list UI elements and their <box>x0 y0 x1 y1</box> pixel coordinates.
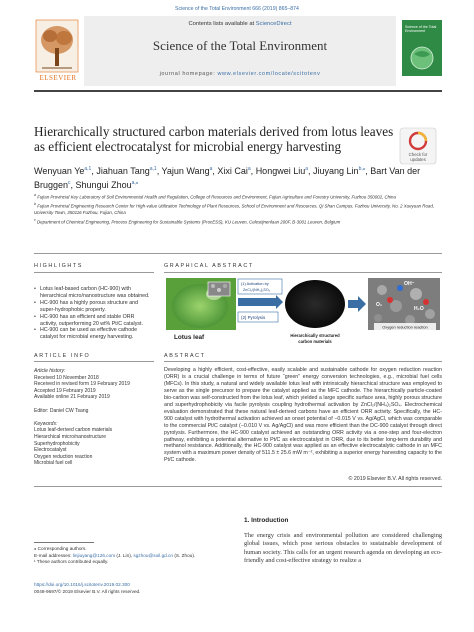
author-separator: , <box>250 166 256 176</box>
arrow-icon <box>238 295 283 309</box>
graphical-abstract-label: GRAPHICAL ABSTRACT <box>164 263 254 269</box>
badge-line2: updates <box>410 157 426 162</box>
author-affiliation-mark[interactable]: a,1 <box>149 166 157 172</box>
author-separator: , <box>308 166 314 176</box>
author-separator: , <box>212 166 218 176</box>
author-name[interactable]: Bart Van der Bruggen <box>34 166 421 190</box>
journal-title: Science of the Total Environment <box>152 38 328 53</box>
check-for-updates-badge[interactable] <box>398 126 438 166</box>
water-label: H₂O <box>414 306 424 312</box>
highlights-rule <box>34 272 154 273</box>
highlights-list <box>34 286 152 341</box>
history-item: Accepted 19 February 2019 <box>34 387 96 394</box>
history-list <box>34 375 156 401</box>
author-list <box>34 163 434 191</box>
email-prefix: E-mail addresses: <box>34 552 73 558</box>
affiliation-item <box>34 192 442 201</box>
keywords-list <box>34 427 156 467</box>
article-info-label: ARTICLE INFO <box>34 353 91 359</box>
highlights-label: HIGHLIGHTS <box>34 263 83 269</box>
author-name[interactable]: Jiuyang Lin <box>313 166 359 176</box>
footnotes <box>34 546 234 566</box>
author-affiliation-mark[interactable]: a,⁎ <box>131 180 139 186</box>
journal-cover-image <box>402 20 442 76</box>
journal-homepage <box>84 71 396 77</box>
highlight-item: • Lotus leaf-based carbon (HC-900) with hierarchical micro/nanostructure was obtained. <box>34 286 152 300</box>
keyword-item[interactable]: Hierarchical micro/nanostructure <box>34 433 106 440</box>
lotus-leaf-label: Lotus leaf <box>174 334 205 341</box>
graphical-abstract-rule <box>164 272 442 273</box>
article-title: Hierarchically structured carbon materials derived from lotus leaves as efficient electrocatalyst for microbial energy harvesting <box>34 124 394 154</box>
contents-prefix: Contents lists available at <box>188 21 256 27</box>
author-name[interactable]: Xixi Cai <box>217 166 248 176</box>
keyword-item[interactable]: Oxygen reduction reaction <box>34 453 93 460</box>
introduction-heading: 1. Introduction <box>244 517 289 524</box>
affiliation-mark: b <box>34 202 36 207</box>
homepage-link[interactable]: www.elsevier.com/locate/scitotenv <box>217 71 321 77</box>
author-separator: , <box>156 166 162 176</box>
affiliation-mark: c <box>34 217 36 222</box>
journal-reference[interactable]: Science of the Total Environment 666 (2019) 865–874 <box>175 6 299 12</box>
carbon-label-line1: Hierarchically structured <box>290 333 340 338</box>
publisher-name: ELSEVIER <box>39 74 77 82</box>
author-name[interactable]: Shungui Zhou <box>75 180 132 190</box>
keyword-item[interactable]: Lotus leaf-derived carbon materials <box>34 427 113 434</box>
author-affiliation-mark[interactable]: a <box>305 166 308 172</box>
author-name[interactable]: Jiahuan Tang <box>96 166 150 176</box>
doi-link[interactable]: https://doi.org/10.1016/j.scitotenv.2019.02.300 <box>34 582 130 587</box>
contents-line <box>84 21 396 27</box>
pyrolysis-step-label: (2) Pyrolysis <box>241 315 266 320</box>
orr-label: Oxygen reduction reaction <box>382 324 428 330</box>
activation-agent-label: ZnCl₂/(NH₄)₂SO₄ <box>243 288 271 292</box>
badge-line1: Check for <box>408 152 428 157</box>
highlight-item: • HC-900 can be used as effective cathode catalyst for microbial energy harvesting. <box>34 327 152 341</box>
hydroxide-label: OH⁻ <box>404 281 415 287</box>
editor-line: Editor: Daniel CW Tsang <box>34 407 89 414</box>
history-item: Available online 21 February 2019 <box>34 394 110 401</box>
email-link-zhou[interactable]: sgzhou@soil.gd.cn <box>133 552 174 558</box>
affiliation-text: Fujian Provincial Key Laboratory of Soil Environmental Health and Regulation, College of Resources and Environment, Fujian Agriculture and Forestry University, Fuzhou 350002, China <box>37 194 396 200</box>
email-name-zhou: (S. Zhou). <box>173 552 196 558</box>
affiliation-mark: a <box>34 193 36 197</box>
history-title: Article history: <box>34 368 66 374</box>
highlight-item: • HC-900 has a highly porous structure and super-hydrophobic property. <box>34 300 152 314</box>
author-affiliation-mark[interactable]: c <box>68 180 71 186</box>
author-name[interactable]: Hongwei Liu <box>255 166 306 176</box>
keyword-item[interactable]: Electrocatalyst <box>34 447 67 454</box>
history-item: Received 10 November 2018 <box>34 374 99 381</box>
abstract-copyright: © 2019 Elsevier B.V. All rights reserved. <box>348 476 442 482</box>
cover-title: Science of the Total Environment <box>405 25 437 34</box>
affiliation-text: Department of Chemical Engineering, Process Engineering for Sustainable Systems (ProcESS), KU Leuven, Celestijnenlaan 200F, B-3001 Leuven, Belgium <box>36 219 341 225</box>
email-name-lin: (J. Lin), <box>115 552 134 558</box>
history-item: Received in revised form 19 February 2019 <box>34 381 130 388</box>
check-for-updates-icon <box>398 126 438 166</box>
author-separator: , <box>91 166 97 176</box>
abstract-rule <box>164 361 442 362</box>
affiliation-text: Fujian Provincial Engineering Research Center for High-value Utilization Technology of Plant Resources, School of Environment and Resources, Qi Shan Campus, Fuzhou University, No. 2 Xueyuan Road, University Town, 350116 Fuzhou, Fujian, China <box>34 203 435 216</box>
oxygen-label: O₂ <box>376 302 383 308</box>
keyword-item[interactable]: Superhydrophobicity <box>34 440 80 447</box>
activation-step-label: (1) Activation by <box>241 281 269 286</box>
author-name[interactable]: Yajun Wang <box>161 166 210 176</box>
article-info <box>34 368 156 467</box>
body-rule <box>34 486 442 487</box>
author-separator: , <box>70 180 76 190</box>
corresponding-authors-note: ⁎ Corresponding authors. <box>34 546 87 551</box>
issn-line: 0048-9697/© 2019 Elsevier B.V. All rights reserved. <box>34 588 141 594</box>
author-affiliation-mark[interactable]: b,⁎ <box>358 166 366 172</box>
article-info-rule <box>34 361 154 362</box>
homepage-prefix: journal homepage: <box>159 71 218 77</box>
abstract-text: Developing a highly efficient, cost-effective, easily scalable and sustainable cathode for oxygen reduction reaction (ORR) is a crucial challenge in terms of future “green” energy conversion technologies, e.g., microbial fuel cells (MFCs). In this study, a natural and widely available lotus leaf with intrinsically hierarchical structure was employed to serve as the single precursor to prepare the catalyst applied as the MFC cathode. The hierarchically particle-coated bio-carbon was self-constructed from the lotus leaf, which yielded a large specific surface area, highly porous structure and superhydrophobicity via facile pyrolysis coupling hydrothermal activation by ZnCl₂/(NH₄)₂SO₄. Electrochemical evaluation demonstrated that these natural leaf-derived carbons have an efficient ORR activity. Specifically, the HC-900 catalyst with hydrothermal activation achieved an onset potential of −0.015 V vs. Ag/AgCl, which was comparable to the commercial Pt/C catalyst (−0.010 V vs. Ag/AgCl) and was more efficient than the DC-900 catalyst through direct pyrolysis. Furthermore, the HC-900 catalyst achieved an outstanding ORR activity via a one-step and four-electron pathway, exhibiting a potential alternative to Pt/C as electrocatalyst in ORR, due to its better long-term durability and methanol resistance. Additionally, the HC-900 catalyst was applied as an effective electrocatalytic cathode in an MFC system with a maximum power density of 511.5 ± 25.6 mW m⁻², exhibiting a superior energy harvesting capacity to the Pt/C cathode. <box>164 367 442 464</box>
graphical-abstract-figure <box>164 276 442 348</box>
author-name[interactable]: Wenyuan Ye <box>34 166 85 176</box>
author-affiliation-mark[interactable]: a <box>209 166 213 172</box>
affiliations <box>34 192 442 226</box>
affiliation-item <box>34 217 442 226</box>
keywords-title: Keywords: <box>34 420 58 427</box>
affiliation-item <box>34 201 442 217</box>
author-affiliation-mark[interactable]: a,1 <box>84 166 92 172</box>
keyword-item[interactable]: Microbial fuel cell <box>34 460 73 467</box>
footnote-rule <box>34 542 94 543</box>
section-rule <box>34 253 442 254</box>
email-line <box>34 553 234 560</box>
elsevier-tree-logo <box>34 18 80 80</box>
arrow-icon <box>348 296 366 312</box>
highlight-item: • HC-900 has an efficient and stable ORR activity, outperforming 20 wt% Pt/C catalyst. <box>34 314 152 328</box>
equal-contribution-note: ¹ These authors contributed equally. <box>34 559 109 565</box>
author-separator: , <box>365 166 371 176</box>
carbon-label-line2: carbon materials <box>298 339 332 344</box>
introduction-text: The energy crisis and environmental pollution are considered challenging global issues, which pose serious obstacles to sustainable development of human society. This calls for an urgent research agenda on developing an eco-friendly and cost-effective strategy to realize a <box>244 532 442 564</box>
abstract-label: ABSTRACT <box>164 353 206 359</box>
cover-globe-image <box>406 44 438 72</box>
article-identifiers <box>34 582 234 595</box>
carbon-material-photo <box>285 280 345 328</box>
header-rule <box>34 90 442 92</box>
email-link-lin[interactable]: linjiuyang@126.com <box>72 552 116 558</box>
journal-header <box>34 16 442 86</box>
sciencedirect-link[interactable]: ScienceDirect <box>255 21 292 27</box>
author-affiliation-mark[interactable]: a <box>247 166 251 172</box>
